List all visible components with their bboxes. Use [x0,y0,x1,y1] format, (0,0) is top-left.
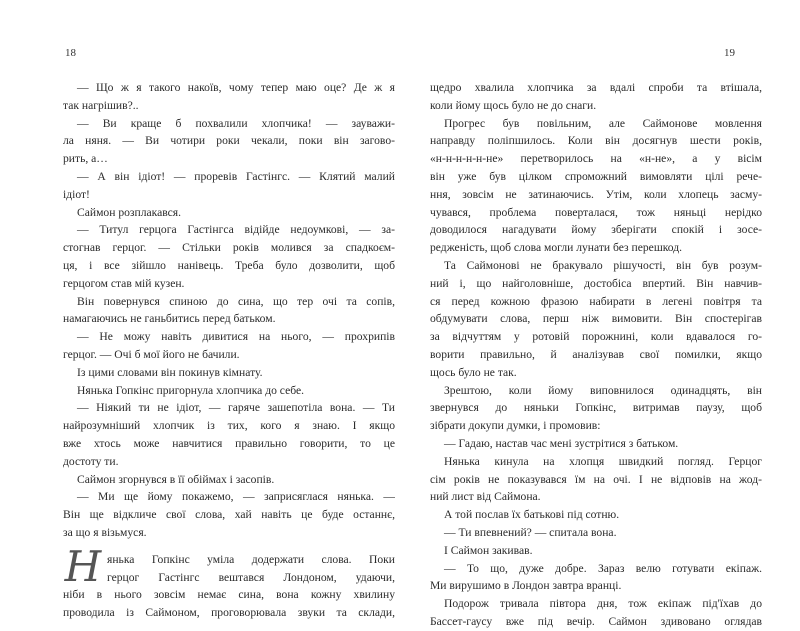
text-line: направду поліпшилось. Коли він досягнув шести років, [430,134,762,148]
text-line: Та Саймонові не бракувало рішучості, він був розум- [444,258,762,272]
text-line: — А він ідіот! — проревів Гастінгс. — Клятий малий [77,169,395,183]
text-line: чувався, проблема поверталася, тож няньці нерідко [430,205,762,219]
text-line: ніби в нього зовсім немає сина, вона кожну хвилину [63,588,395,602]
text-line: І Саймон закивав. [444,543,533,557]
text-line: за що я візьмуся. [63,525,147,539]
text-line: Бассет-гаусу вже під вечір. Саймон здивовано оглядав [430,614,762,628]
text-line: Нянька кинула на хлопця швидкий погляд. Герцог [444,454,762,468]
section-gap [63,542,395,551]
left-page-text [63,79,395,622]
text-line: ідіот! [63,187,90,201]
text-line: так нагрішив?.. [63,98,139,112]
text-line: Прогрес був повільним, але Саймонове мовлення [444,116,762,130]
text-line: А той послав їх батькові під сотню. [444,508,620,522]
text-line: — Не можу навіть дивитися на нього, — прохрипів [77,330,395,344]
text-line: герцогом став мій кузен. [63,276,185,290]
text-line: Зрештою, коли йому виповнилося одинадцять, він [444,383,762,397]
text-line: ця, і все зійшло нанівець. Треба було дозволити, щоб [63,258,395,272]
text-line: обдумувати слова, перш ніж вимовити. Він спостерігав [430,312,762,326]
text-line: Подорож тривала півтора дня, тож екіпаж під'їхав до [444,597,762,611]
text-line: найрозумніший хлопчик із тих, кого я знаю. І якщо [63,419,395,433]
text-line: коли йому щось було не до снаги. [430,98,597,112]
text-line: рить, а… [63,152,108,166]
text-line: намагаючись не ганьбитись перед батьком. [63,312,276,326]
text-line: зібрати докупи думки, і промовив: [430,419,601,433]
text-line: щось було не так. [430,365,517,379]
text-line: Нянька Гопкінс пригорнула хлопчика до себе. [77,383,305,397]
drop-cap: Н [64,541,102,591]
text-line: за відчуттям у ротовій порожнині, коли вдавалося го- [430,330,762,344]
text-line: щедро хвалила хлопчика за вдалі спроби та втішала, [430,81,762,94]
text-line: Із цими словами він покинув кімнату. [77,365,263,379]
text-line: вже хтось може навчитися правильно говорити, то це [63,436,395,450]
text-line: «н-н-н-н-н-не» перетворилось на «н-не», а у вісім [430,152,762,166]
text-line: Він повернувся спиною до сина, що тер очі та сопів, [77,294,395,308]
text-line: — То що, дуже добре. Зараз велю готувати екіпаж. [444,561,762,575]
text-line: ний лист від Саймона. [430,490,541,504]
text-line: ворити правильно, й аналізував свої помилки, якщо [430,347,762,361]
text-line: герцог Гастінгс вештався Лондоном, удаючи, [107,570,395,584]
text-line: — Ви краще б похвалили хлопчика! — зауважи- [77,116,395,130]
text-line: сім років не показувався їм на очі. І не відповів на жод- [430,472,762,486]
text-line: доводилося нагадувати йому зберігати спокій і зосе- [430,223,762,237]
text-line: ний і, що найголовніше, достобіса впертий. Він навчив- [430,276,762,290]
text-line: він уже був цілком спроможний вимовляти цілі рече- [430,169,762,183]
text-line: — Ми ще йому покажемо, — заприсяглася нянька. — [77,490,395,504]
text-line: достоту ти. [63,454,119,468]
text-line: Саймон згорнувся в її обіймах і засопів. [77,472,275,486]
page-number-right: 19 [724,47,735,59]
text-line: звернувся до няньки Гопкінс, витримав паузу, щоб [430,401,762,415]
text-line: редженість, щоб слова могли лунати без перешкод. [430,241,683,255]
text-line: — Ніякий ти не ідіот, — гаряче зашепотіла вона. — Ти [77,401,395,415]
page-number-left: 18 [65,47,76,59]
text-line: янька Гопкінс уміла додержати слова. Поки [107,552,395,566]
text-line: Ми вирушимо в Лондон завтра вранці. [430,579,622,593]
text-line: проводила із Саймоном, проговорювала звуки та склади, [63,606,395,620]
text-line: — Ти впевнений? — спитала вона. [444,525,617,539]
text-line: Саймон розплакався. [77,205,182,219]
text-line: — Що ж я такого накоїв, чому тепер маю оце? Де ж я [77,81,395,94]
text-line: герцог. — Очі б мої його не бачили. [63,347,240,361]
text-line: — Гадаю, настав час мені зустрітися з батьком. [444,436,679,450]
text-line: ння, зовсім не затинаючись. Утім, коли хлопець засму- [430,187,762,201]
text-line: ся перед кожною фразою набирати в легені повітря та [430,294,762,308]
text-line: — Титул герцога Гастінгса відійде недоумкові, — за- [77,223,395,237]
text-line: стогнав герцог. — Стільки років молився за спадкоєм- [63,241,395,255]
drop-cap-paragraph [63,541,395,591]
right-page-text [430,79,762,631]
text-line: ла няня. — Ви чотири роки чекали, поки він загово- [63,134,395,148]
text-line: Він ще відкличе свої слова, хай навіть це буде останнє, [63,508,395,522]
